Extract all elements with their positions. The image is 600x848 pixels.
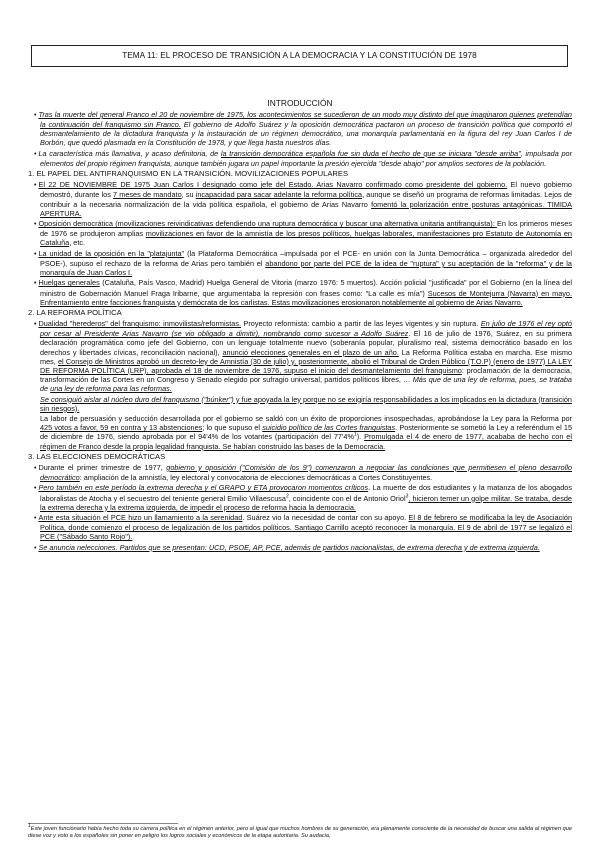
section-1-paragraph-3 xyxy=(28,249,572,277)
text-run: : proclamación de la democracia, transformación de las Cortes en un Congreso y Senado elegido por sufragio universal, partidos políticos libres, … xyxy=(40,365,572,385)
section-3-heading: 3. LAS ELECCIONES DEMOCRÁTICAS xyxy=(28,451,166,461)
section-2-paragraph-2 xyxy=(28,395,572,413)
text-run: (Cataluña, País Vasco, Madrid) Huelga General de Vitoria (marzo 1976: 5 muertos). Acción policial "justificada" por el Gobierno (en la línea del ministro de Gobernación Manuel Fraga Iribarne, que argumentaba la represión con frases como: "La calle es mía") xyxy=(40,278,572,298)
text-run: La unidad de la oposición en la "platajunta" xyxy=(38,248,185,258)
section-3-paragraph-3 xyxy=(28,513,572,541)
footnote-ref-1: 1 xyxy=(353,431,357,438)
text-run: Se consiguió aislar al núcleo duro del franquismo ("búnker") xyxy=(40,394,234,404)
text-run: . Suárez vio la necesidad de contar con su apoyo. xyxy=(242,513,409,522)
text-run: movilizaciones en favor de la amnistía de los presos políticos, huelgas laborales, manifestaciones pro Estatuto de Autonomía en Cataluña xyxy=(40,229,572,248)
section-1-heading: 1. EL PAPEL DEL ANTIFRANQUISMO EN LA TRANSICIÓN. MOVILIZACIONES POPULARES xyxy=(28,169,349,179)
text-run: 425 votos a favor, 59 en contra y 13 abstenciones xyxy=(40,423,203,433)
text-run: Proyecto reformista: cambio a partir de las leyes vigentes y sin ruptura. xyxy=(241,319,481,329)
bullet: • xyxy=(34,221,37,229)
text-run: Huelgas generales xyxy=(38,278,100,288)
text-run: Estas movilizaciones erosionaron notablemente al gobierno de Arias Navarro. xyxy=(269,297,523,307)
section-2-heading: 2. LA REFORMA POLÍTICA xyxy=(28,308,122,318)
section-1-paragraph-1 xyxy=(28,180,572,218)
text-run: El 8 de febrero se modificaba la ley de Asociación Política, donde comienzo el proceso de legalización de los partidos políticos. Santiago Carrillo aceptó reconocer la monarquía. El 9 de abril de 1977 se legalizó el PCE ("Sábado Santo Rojo"). xyxy=(40,513,572,542)
text-run: , su xyxy=(181,190,196,200)
text-run: La labor de persuasión y seducción desarrollada por el gobierno se saldó con un éxito de proporciones insospechadas, aprobándose la Ley para la Reforma por xyxy=(40,414,572,424)
text-run: 7 meses de mandato xyxy=(113,190,182,200)
text-run: una ley de reforma para las reformas. xyxy=(50,384,172,394)
section-3-paragraph-2 xyxy=(28,483,572,511)
text-run: el Consejo de Ministros aprobó un decreto-ley de Amnistía (30 de julio) y, posteriormente, abolió el Tribunal de Orden Público (T.O.P) (enero de 1977) xyxy=(58,356,546,366)
text-run: LA LEY DE REFORMA POLÍTICA (LRP), aprobada el 18 de noviembre de 1976, supuso el inicio del desmantelamiento del franquismo xyxy=(40,356,572,375)
text-run: Pero también en este período la extrema derecha y el GRAPO y ETA provocaron momentos críticos xyxy=(38,483,369,493)
section-2-paragraph-3 xyxy=(28,414,572,451)
bullet: • xyxy=(34,150,37,158)
text-run: El gobierno de Adolfo Suárez y la oposición democrática pactaron un proceso de transición política que comportó el desmantelamiento de la dictadura franquista y la instauración de un régimen democrático, una monarquía parlamentaria en la figura del rey Juan Carlos I de Borbón, que quedó plasmada en la Constitución de 1978, y que llega hasta nuestros días. xyxy=(40,120,572,148)
text-run: Promulgada el 4 de enero de 1977, acababa de hecho con el régimen de Franco desde la propia legalidad franquista. Se habían construido las bases de la Democracia. xyxy=(40,432,572,451)
text-run: gobierno y oposición ("Comisión de los 9") comenzaron a negociar las condiciones que permitiesen el pleno desarrollo democrático xyxy=(40,462,572,482)
text-run: Más que de una ley de reforma, pues, se trataba de xyxy=(40,375,572,394)
text-run: : ampliación de la amnistía, ley electoral y convocatoria de elecciones democráticas a Cortes Constituyentes. xyxy=(79,473,433,482)
bullet: • xyxy=(34,464,37,472)
intro-paragraph-1 xyxy=(28,110,572,148)
text-run: , aunque se diseñó un programa de reformas limitadas. Lejos de contribuir a la necesaria normalización de la vida política española, el gobierno de Arias Navarro xyxy=(40,190,572,209)
text-run: anunció elecciones generales en el plazo de un año. xyxy=(222,347,399,357)
text-run: El nuevo gobierno demostró, durante los xyxy=(40,180,572,200)
text-run: Oposición democrática xyxy=(38,219,113,229)
section-3-paragraph-4 xyxy=(28,543,572,553)
intro-heading: INTRODUCCIÓN xyxy=(267,98,333,108)
bullet: • xyxy=(34,182,37,190)
text-run: fomentó la polarización entre posturas antagónicas. TIMIDA APERTURA. xyxy=(40,199,572,218)
footnote-ref-3: 3 xyxy=(405,493,409,500)
text-run: . El 16 de julio de 1976, Suárez, en su primera declaración programática como jefe del Gobierno, con un lenguaje totalmente nuevo (soberanía popular, pluralismo real, sistema democrático basado en los derechos y libertades cívicas, reconciliación nacional), xyxy=(40,329,572,357)
text-run: Dualidad "herederos" del franquismo: inmovilistas/reformistas. xyxy=(38,319,241,329)
text-run: , coincidente con el de Antonio Oriol xyxy=(288,493,406,503)
text-run: (movilizaciones reivindicativas defendiendo una ruptura democrática y buscar una alternativa unitaria antifranquista): xyxy=(112,219,498,229)
intro-paragraph-2 xyxy=(28,149,572,168)
text-run: suicidio político de las Cortes franquistas xyxy=(262,423,396,433)
text-run: En los primeros meses de 1976 se produjeron amplias xyxy=(40,219,572,239)
text-run: Sucesos de Montejurra (Navarra) en mayo. Enfrentamiento entre facciones franquista y demócrata de los carlistas. xyxy=(40,288,572,307)
bullet: • xyxy=(34,544,37,552)
bullet: • xyxy=(34,112,37,119)
footnote-ref-2: 2 xyxy=(285,493,289,500)
document-body xyxy=(28,110,572,554)
section-3-paragraph-1 xyxy=(28,463,572,482)
text-run: y fue apoyada la ley porque no se exigiría responsabilidades a los implicados en la dictadura (transición sin riesgos). xyxy=(40,394,572,413)
text-run: ; lo que supuso el xyxy=(202,423,263,433)
text-run: La característica más llamativa, y acaso definitoria, de xyxy=(38,148,221,158)
section-1-paragraph-2 xyxy=(28,219,572,247)
bullet: • xyxy=(34,515,37,522)
text-run: ). xyxy=(356,432,365,442)
text-run: incapacidad para sacar adelante la reforma política xyxy=(195,190,363,200)
text-run: . Posteriormente se sometió la Ley a referéndum el 15 de diciembre de 1976, siendo aprobada por el 94'4% de los votantes (participación del 77'4% xyxy=(40,423,573,442)
document-title: TEMA 11: EL PROCESO DE TRANSICIÓN A LA DEMOCRACIA Y LA CONSTITUCIÓN DE 1978 xyxy=(31,45,568,67)
bullet: • xyxy=(34,321,37,329)
footnote-text: Este joven funcionario había hecho toda su carrera política en el régimen anterior, pero al igual que muchos hombres de su generación, era plenamente consciente de la necesidad de buscar una salida al régimen que diese voz y voto a los españoles sin poner en peligro los logros sociales y económicos de la etapa autoritaria. Su audacia, xyxy=(28,826,572,840)
text-run: , etc. xyxy=(69,238,86,248)
footnote xyxy=(28,823,572,840)
bullet: • xyxy=(34,485,37,493)
text-run: Se anuncia nelecciones. Partidos que se presentan: UCD, PSOE, AP, PCE, además de partidos nacionalistas, de extrema derecha y de extrema izquierda. xyxy=(38,542,540,552)
text-run: El 22 DE NOVIEMBRE DE 1975 Juan Carlos I designado como jefe del Estado. Arias Navarro confirmado como presidente del gobierno. xyxy=(38,180,508,190)
text-run: abandono por parte del PCE de la idea de "ruptura" y su aceptación de la "reforma" y de la monarquía de Juan Carlos I. xyxy=(40,258,572,278)
text-run: En julio de 1976 el rey optó por cesar al Presidente Arias Navarro (se vio obligado a dimitir), nombrando como sucesor a Adolfo Suárez xyxy=(40,319,572,339)
text-run: Ante esta situación el PCE hizo un llamamiento a la serenidad xyxy=(38,513,243,522)
section-1-paragraph-4 xyxy=(28,278,572,306)
bullet: • xyxy=(34,250,37,258)
text-run: , hicieron temer un golpe militar. Se trataba, desde la extrema derecha y la extrema izquierda, de impedir el proceso de reforma hacia la democracia. xyxy=(40,493,572,512)
text-run: Durante el primer trimestre de 1977, xyxy=(38,462,167,472)
text-run: La Reforma Política estaba en marcha. Ese mismo mes, xyxy=(40,347,573,366)
footnote-mark: 1 xyxy=(28,823,31,830)
text-run: la transición democrática española fue sin duda el hecho de que se iniciara "desde arriba" xyxy=(220,148,521,158)
text-run: , impulsada por elementos del propio régimen franquista, aunque también jugara un papel importante la presión ejercida "desde abajo" por amplios sectores de la población. xyxy=(40,148,573,168)
section-2-paragraph-1 xyxy=(28,319,572,393)
text-run: Tras la muerte del general Franco el 20 de noviembre de 1975, los acontecimientos se sucedieron de un modo muy distinto del que imaginaron quienes pretendían la continuación del franquismo sin Franco. xyxy=(38,110,572,130)
text-run: (la Plataforma Democrática –impulsada por el PCE- en unión con la Junta Democrática – organizada alrededor del PSOE-), supuso el rechazo de la reforma de Arias pero también el xyxy=(40,248,573,268)
text-run: . La muerte de dos estudiantes y la matanza de los abogados laboralistas de Atocha y el secuestro del teniente general Emilio Villaescusa xyxy=(40,483,572,503)
bullet: • xyxy=(34,280,37,288)
footnote-separator xyxy=(28,823,178,824)
